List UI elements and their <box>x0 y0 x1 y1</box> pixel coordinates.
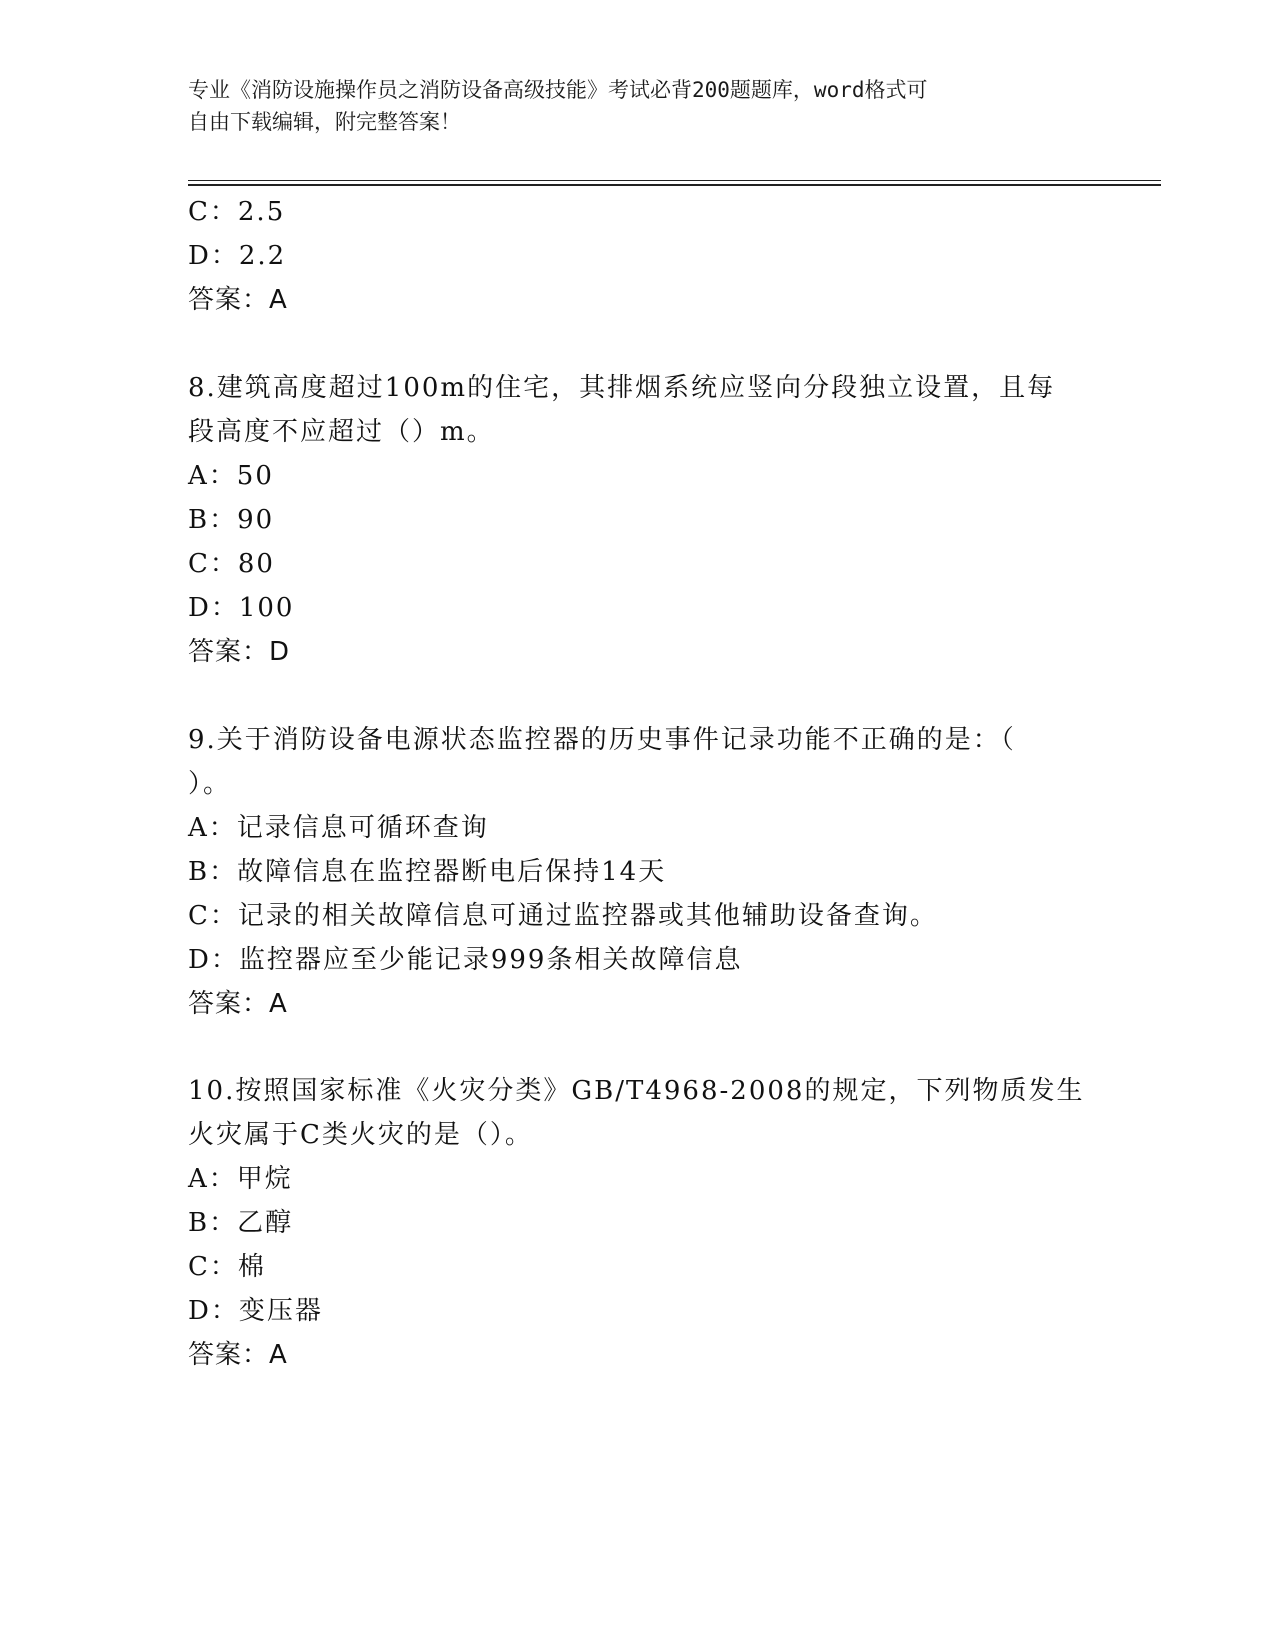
option-d: D：100 <box>188 593 295 623</box>
answer-line: 答案：D <box>188 637 291 667</box>
answer-line: 答案：A <box>188 1340 288 1370</box>
question-stem: ）。 <box>188 769 232 799</box>
option-d: D：变压器 <box>188 1296 323 1326</box>
option-b: B：乙醇 <box>188 1208 294 1238</box>
option-d: D：2.2 <box>188 241 287 271</box>
question-stem: 段高度不应超过（）m。 <box>188 417 495 447</box>
option-c: C：棉 <box>188 1252 266 1282</box>
answer-line: 答案：A <box>188 285 288 315</box>
option-c: C：80 <box>188 549 275 579</box>
answer-line: 答案：A <box>188 989 288 1019</box>
page-header <box>188 74 1088 138</box>
question-stem: 8.建筑高度超过100m的住宅，其排烟系统应竖向分段独立设置，且每 <box>188 373 1056 403</box>
option-a: A：50 <box>188 461 274 491</box>
option-c: C：2.5 <box>188 197 286 227</box>
question-stem: 9.关于消防设备电源状态监控器的历史事件记录功能不正确的是：（ <box>188 725 1016 755</box>
header-divider-bottom <box>188 184 1161 186</box>
header-title-line-2: 自由下载编辑，附完整答案！ <box>188 110 461 134</box>
option-b: B：故障信息在监控器断电后保持14天 <box>188 857 667 887</box>
option-b: B：90 <box>188 505 275 535</box>
option-c: C：记录的相关故障信息可通过监控器或其他辅助设备查询。 <box>188 901 938 931</box>
option-d: D：监控器应至少能记录999条相关故障信息 <box>188 945 743 975</box>
header-divider-top <box>188 180 1161 181</box>
question-stem: 10.按照国家标准《火灾分类》GB/T4968-2008的规定，下列物质发生 <box>188 1076 1085 1106</box>
option-a: A：甲烷 <box>188 1164 293 1194</box>
header-title-line-1: 专业《消防设施操作员之消防设备高级技能》考试必背200题题库，word格式可 <box>188 78 928 102</box>
question-stem: 火灾属于C类火灾的是（）。 <box>188 1120 533 1150</box>
option-a: A：记录信息可循环查询 <box>188 813 489 843</box>
